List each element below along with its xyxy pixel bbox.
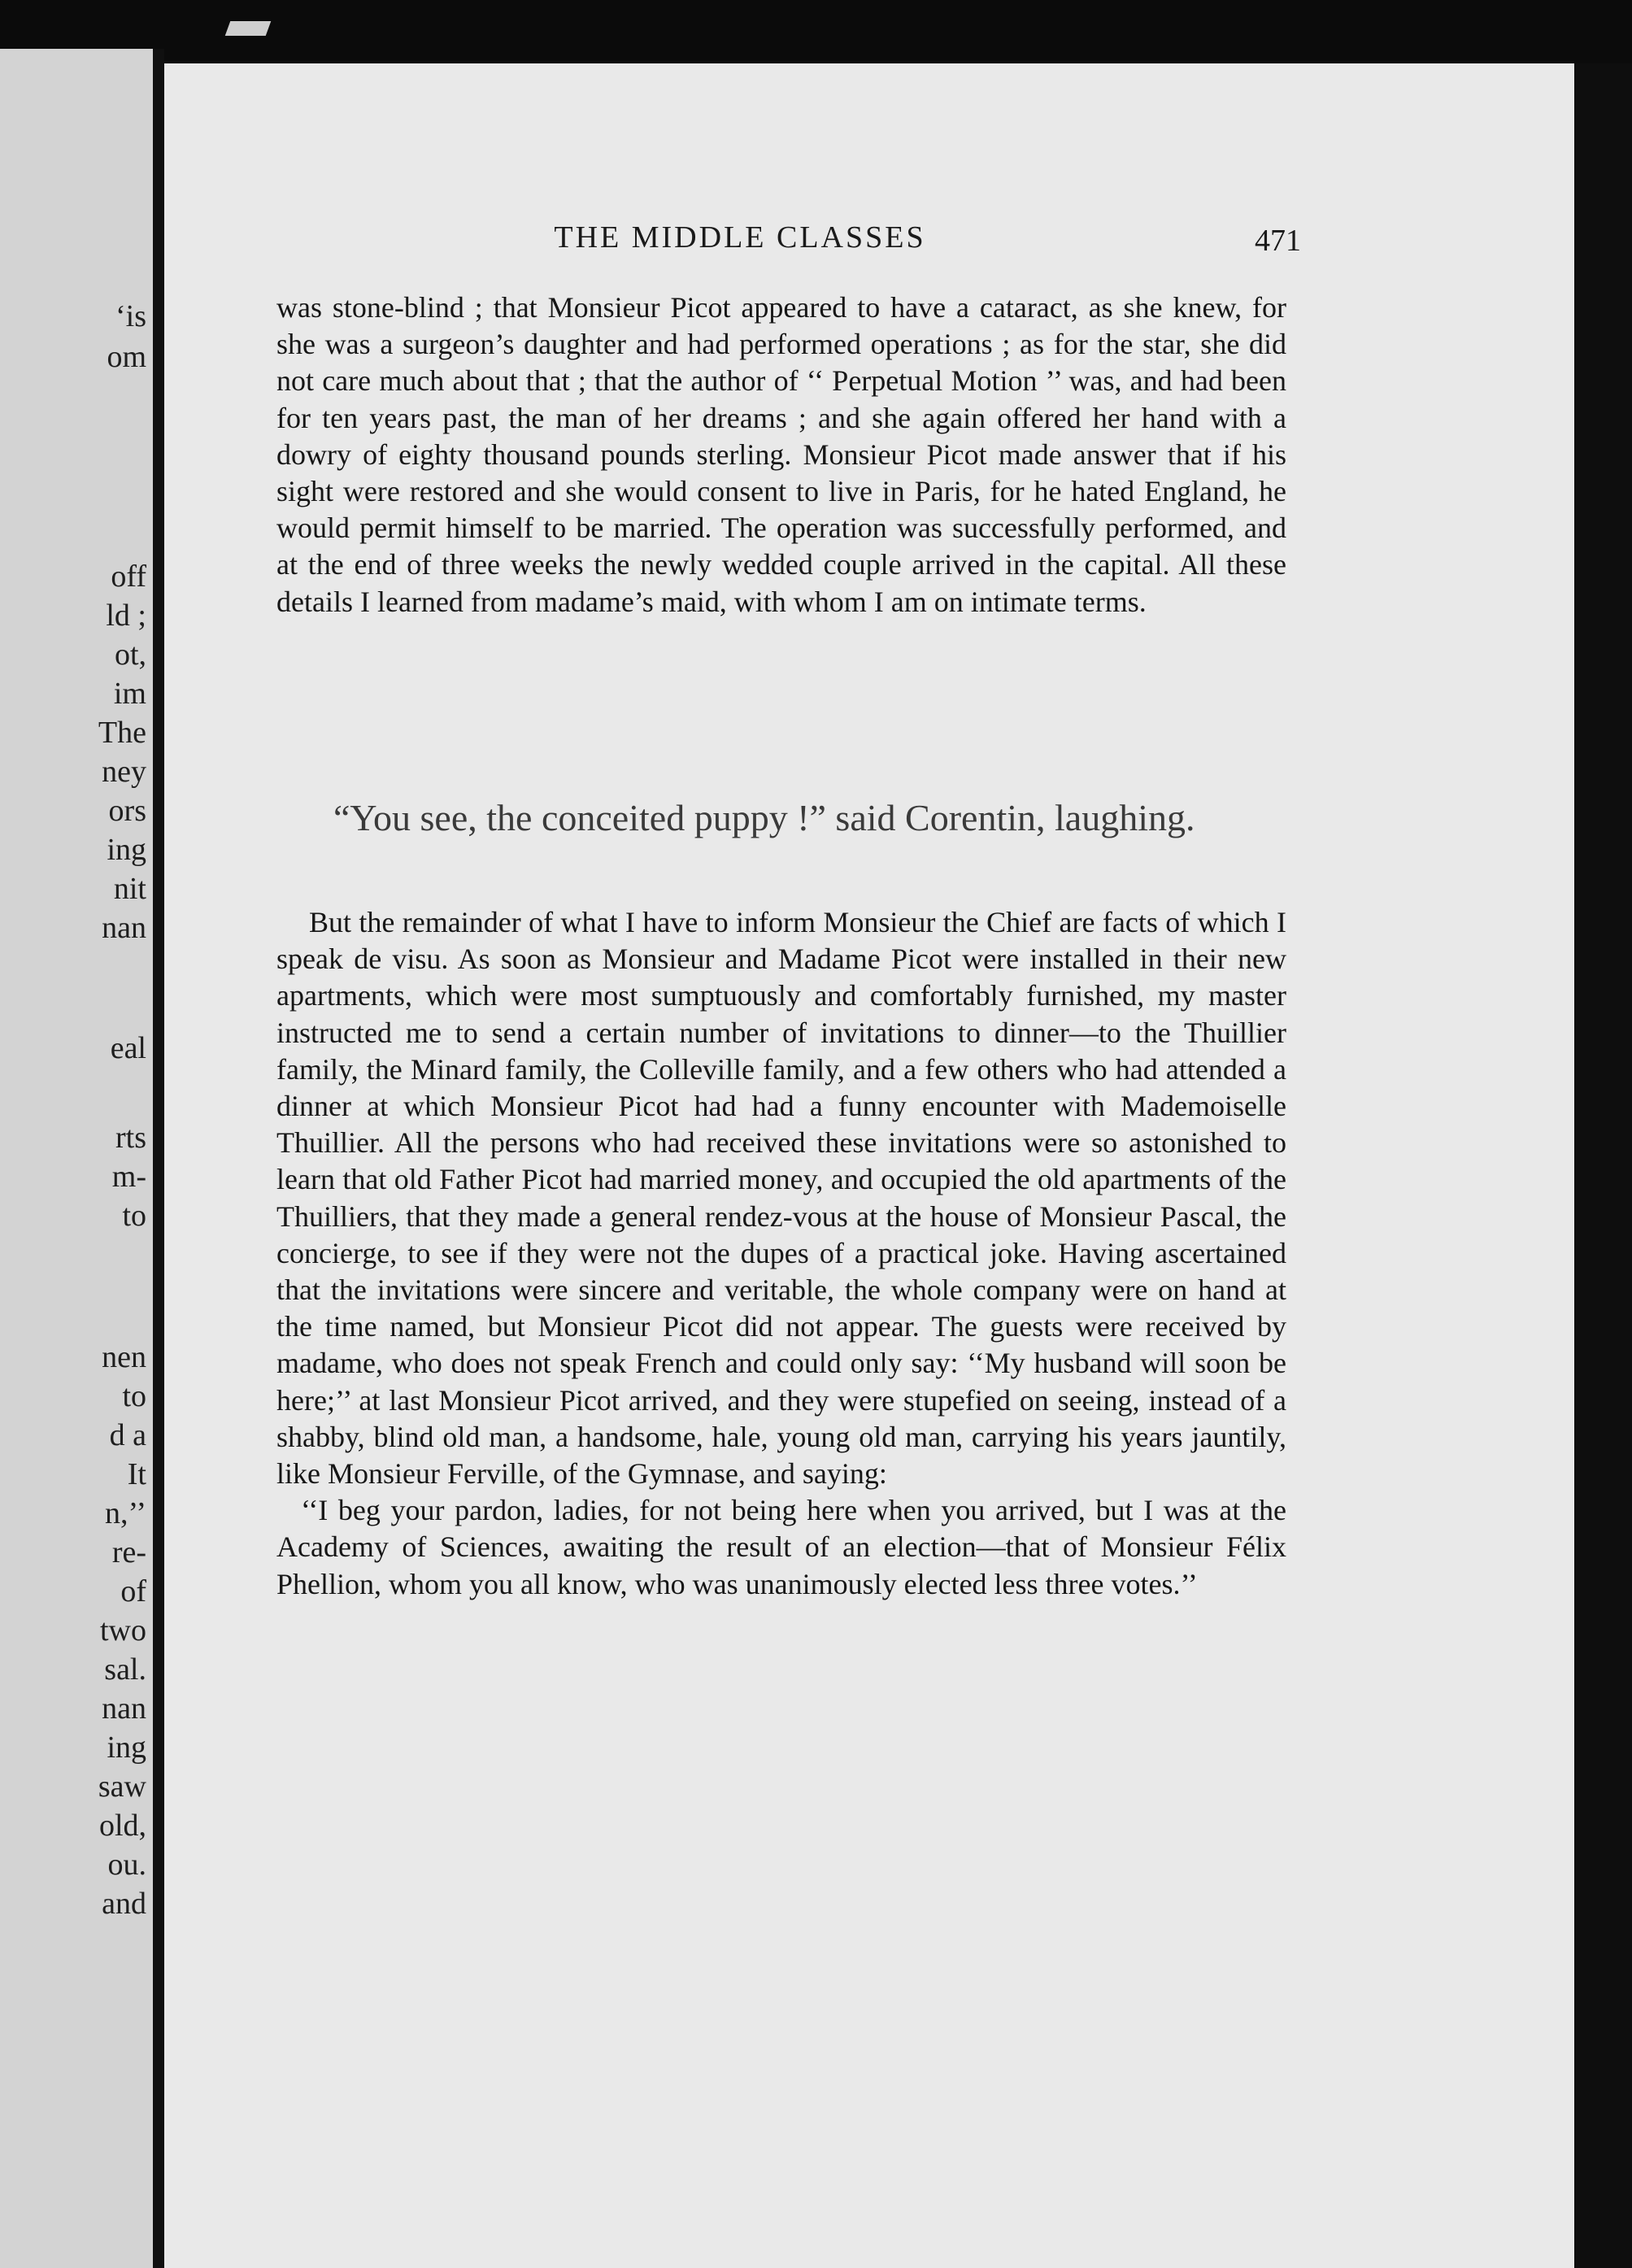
- running-head: THE MIDDLE CLASSES: [554, 220, 926, 255]
- facing-page-text: ld ;: [106, 599, 146, 633]
- facing-page-text: and: [102, 1887, 146, 1921]
- page-header: [423, 220, 1301, 268]
- facing-page-text: of: [120, 1574, 146, 1608]
- facing-page-text: two: [100, 1613, 146, 1648]
- facing-page-text: m-: [111, 1160, 146, 1194]
- book-gutter: [153, 49, 164, 2268]
- facing-page-text: om: [107, 340, 146, 374]
- facing-page-text: saw: [98, 1770, 146, 1804]
- facing-page-text: ou.: [107, 1848, 146, 1882]
- facing-page-text: d a: [109, 1418, 146, 1452]
- page-number: 471: [1255, 224, 1301, 258]
- facing-page-text: It: [127, 1457, 146, 1491]
- facing-page-text: re-: [111, 1535, 146, 1569]
- facing-page-text: off: [111, 559, 146, 594]
- facing-page-text: old,: [98, 1809, 146, 1843]
- facing-page-text: n,’’: [105, 1496, 146, 1530]
- paragraph: But the remainder of what I have to inform Monsieur the Chief are facts of which I speak de visu. As soon as Monsieur and Madame Picot were installed in their new apartments, which were most sumptuously and comfortably furnished, my master instructed me to send a certain number of invitations to dinner—to the Thuillier family, the Minard family, the Colleville family, and a few others who had attended a dinner at which Monsieur Picot had had a funny encounter with Mademoiselle Thuillier. All the persons who had received these invitations were so astonished to learn that old Father Picot had married money, and occupied the old apartments of the Thuilliers, that they made a general rendez-vous at the house of Monsieur Pascal, the concierge, to see if they were not the dupes of a practical joke. Having ascertained that the invitations were sincere and veritable, the whole company were on hand at the time named, but Monsieur Picot did not appear. The guests were received by madame, who does not speak French and could only say: ‘‘My husband will soon be here;’’ at last Monsieur Picot arrived, and they were stupefied on seeing, instead of a shabby, blind old man, a handsome, hale, young old man, carrying his years jauntily, like Monsieur Ferville, of the Gymnase, and saying:: [276, 906, 1286, 1491]
- facing-page-text: ors: [108, 794, 146, 828]
- facing-page-text: eal: [110, 1031, 146, 1065]
- paragraph-continued: was stone-blind ; that Monsieur Picot appeared to have a cataract, as she knew, for she was a surgeon’s daughter and had performed operations ; as for the star, she did not care much about that ; that the author of ‘‘ Perpetual Motion ’’ was, and had been for ten years past, the man of her dreams ; and she again offered her hand with a dowry of eighty thousand pounds sterling. Monsieur Picot made answer that if his sight were restored and she would consent to live in Paris, for he hated England, he would permit himself to be married. The operation was successfully performed, and at the end of three weeks the newly wedded couple arrived in the capital. All these details I learned from madame’s maid, with whom I am on intimate terms.: [276, 291, 1286, 618]
- facing-page-text: ‘is: [115, 299, 146, 333]
- facing-page-text: ing: [107, 1730, 146, 1765]
- facing-page-text: nan: [102, 1691, 146, 1726]
- facing-page-text: im: [113, 677, 146, 711]
- facing-page-text: ing: [107, 833, 146, 867]
- quoted-line: “You see, the conceited puppy !” said Corentin, laughing.: [333, 797, 1195, 838]
- facing-page-text: rts: [115, 1121, 146, 1155]
- facing-page-text: ot,: [114, 638, 146, 672]
- facing-page-text: ney: [102, 755, 146, 789]
- page-edge: [1574, 63, 1632, 2268]
- facing-page-text: The: [98, 716, 146, 750]
- facing-page-text: to: [122, 1199, 146, 1233]
- facing-page: [0, 49, 153, 2268]
- body-text-block: [276, 904, 1286, 1603]
- film-artifact: [225, 21, 272, 36]
- facing-page-text: sal.: [104, 1652, 146, 1687]
- facing-page-text: nen: [102, 1340, 146, 1374]
- facing-page-text: nit: [113, 872, 146, 906]
- facing-page-text: to: [122, 1379, 146, 1413]
- facing-page-text: nan: [102, 911, 146, 945]
- paragraph-dialogue: ‘‘I beg your pardon, ladies, for not being here when you arrived, but I was at the Academy of Sciences, awaiting the result of an election—that of Monsieur Félix Phellion, whom you all know, who was unanimously elected less three votes.’’: [276, 1494, 1286, 1600]
